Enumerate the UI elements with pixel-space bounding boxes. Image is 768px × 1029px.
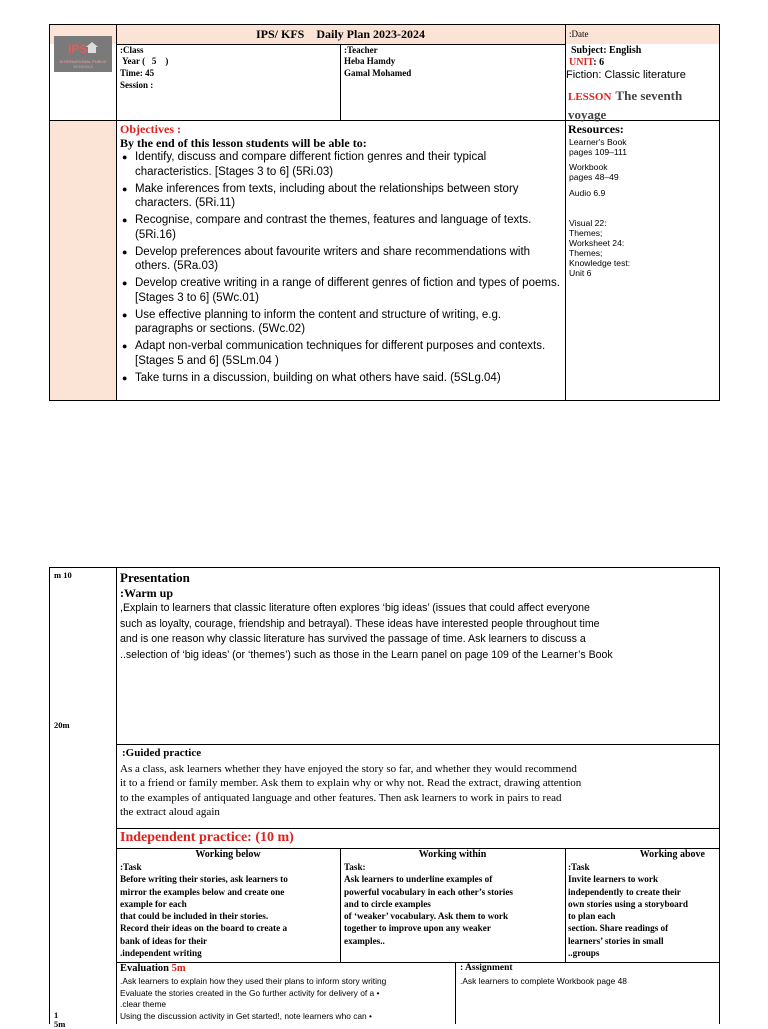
evaluation-line: Using the discussion activity in Get started!, note learners who can • [120, 1010, 372, 1021]
warmup-text [120, 601, 716, 663]
guided-line: As a class, ask learners whether they have enjoyed the story so far, and whether they would recommend [120, 763, 577, 775]
guided-line: it to a friend or family member. Ask them to explain why or why not. Read the extract, drawing attention [120, 777, 582, 790]
lesson-field [568, 87, 718, 123]
class-label: :Class [120, 45, 144, 55]
warmup-label: :Warm up [120, 586, 174, 600]
time-marker-3: 1 [54, 1010, 59, 1020]
resource-line [569, 208, 717, 218]
warmup-line: such as loyalty, courage, friendship and betrayal). These ideas have interested people throughout time [120, 617, 600, 630]
objectives-heading: Objectives : [120, 122, 181, 136]
guided-line: the extract aloud again [120, 805, 220, 818]
unit-value: : 6 [593, 57, 605, 68]
resource-line: Worksheet 24: [569, 238, 625, 248]
year-field: Year ( 5 ) [122, 56, 169, 66]
logo-emblem-icon [68, 39, 98, 57]
working-above-heading: Working above [639, 849, 705, 860]
working-below-line: bank of ideas for their [120, 935, 208, 946]
objective-item: ● Develop preferences about favourite writers and share recommendations with others. (5Ra.03) [135, 245, 561, 274]
working-below-line: mirror the examples below and create one [120, 886, 285, 897]
working-above-line: Invite learners to work [568, 874, 659, 885]
unit-field [569, 57, 604, 68]
evaluation-time: 5m [171, 963, 186, 974]
resource-line: pages 48–49 [569, 172, 619, 182]
time-marker-2: 20m [54, 720, 70, 730]
working-above-line: ..groups [568, 948, 600, 959]
guided-text [120, 762, 716, 819]
evaluation-line: .Ask learners to explain how they used their plans to inform story writing [120, 976, 387, 986]
working-below-line: example for each [120, 898, 187, 909]
assignment-label: : Assignment [460, 963, 513, 973]
resource-line: Unit 6 [569, 268, 592, 278]
warmup-line: ..selection of ‘big ideas’ (or ‘themes’) such as those in the Learn panel on page 109 of the Learner’s Book [120, 648, 613, 661]
working-below-line: Record their ideas on the board to create a [120, 923, 288, 934]
logo-caption: INTERNATIONAL PUBLIC SCHOOLS [59, 59, 107, 69]
warmup-line: ,Explain to learners that classic literature often explores ‘big ideas’ (issues that could affect everyone [120, 602, 590, 614]
resources-heading: Resources: [568, 122, 624, 136]
presentation-heading: Presentation [120, 570, 190, 585]
objective-item: ● Use effective planning to inform the content and structure of writing, e.g. paragraphs or sections. (5Wc.02) [135, 308, 561, 337]
working-above-line: section. Share readings of [568, 923, 669, 934]
school-logo [54, 36, 112, 72]
working-within-line: Ask learners to underline examples of [344, 874, 493, 885]
objectives-list-wrap [121, 150, 561, 388]
working-within-line: examples.. [344, 935, 385, 946]
time-field: Time: 45 [120, 68, 155, 78]
resource-line: Themes; [569, 228, 603, 238]
guided-line: to the examples of antiquated language and other features. Then ask learners to work in pairs to read [120, 791, 562, 804]
lesson-title: The seventh voyage [568, 88, 683, 122]
teacher-name-1: Heba Hamdy [344, 56, 396, 66]
resource-line: Audio 6.9 [569, 188, 606, 198]
working-below-line: :Task [120, 862, 142, 872]
evaluation-line: .clear theme [120, 999, 167, 1010]
working-below-line: that could be included in their stories. [120, 911, 269, 922]
working-within-line: Task: [344, 862, 366, 872]
evaluation-heading [120, 963, 186, 975]
time-marker-4: 5m [54, 1019, 66, 1029]
resource-line [569, 198, 717, 208]
working-within-line: of ‘weaker’ vocabulary. Ask them to work [344, 911, 509, 922]
teacher-name-2: Gamal Mohamed [344, 68, 412, 78]
left-peach-cell [49, 121, 116, 401]
working-within-line: and to circle examples [344, 898, 431, 909]
resource-line: Learner's Book [569, 137, 627, 147]
objectives-list [121, 150, 561, 385]
logo-text: IPS [68, 42, 88, 56]
resources-list [569, 137, 717, 278]
working-above-line: learners’ stories in small [568, 935, 664, 946]
working-below-line: .independent writing [120, 948, 202, 959]
session-field: Session : [120, 80, 154, 90]
objective-item: ● Develop creative writing in a range of different genres of fiction and types of poems. [Stages 3 to 6] (5Wc.01) [135, 276, 561, 305]
working-below-heading: Working below [195, 849, 261, 860]
resource-line: Visual 22: [569, 218, 607, 228]
guided-label: :Guided practice [122, 747, 202, 759]
lesson-label: LESSON [568, 91, 612, 103]
working-above-line: own stories using a storyboard [568, 898, 688, 909]
unit-label: UNIT [569, 57, 594, 68]
resource-line: pages 109–111 [569, 147, 627, 157]
working-above-line: :Task [568, 862, 590, 872]
time-marker-1: m 10 [54, 570, 72, 580]
objectives-intro: By the end of this lesson students will be able to: [120, 136, 367, 150]
page-title: IPS/ KFS Daily Plan 2023-2024 [255, 27, 425, 41]
teacher-label: :Teacher [344, 45, 378, 55]
working-within-text [344, 861, 562, 947]
working-within-line: powerful vocabulary in each other’s stories [344, 886, 514, 897]
working-above-line: independently to create their [568, 886, 681, 897]
evaluation-line: Evaluate the stories created in the Go further activity for delivery of a • [120, 987, 380, 998]
working-within-line: together to improve upon any weaker [344, 923, 491, 934]
warmup-line: and is one reason why classic literature has survived the passage of time. Ask learners to discuss a [120, 633, 586, 645]
subject-field: Subject: English [571, 45, 642, 56]
objective-item: ● Recognise, compare and contrast the themes, features and language of texts. (5Ri.16) [135, 213, 561, 242]
working-above-text [568, 861, 718, 959]
working-above-line: to plan each [568, 911, 616, 922]
evaluation-text [120, 976, 454, 1022]
fiction-field: Fiction: Classic literature [566, 69, 686, 81]
objective-item: ● Take turns in a discussion, building on what others have said. (5SLg.04) [135, 371, 561, 386]
resource-line: Themes; [569, 248, 603, 258]
objective-item: ● Adapt non-verbal communication techniques for different purposes and contexts. [Stages 5 and 6] (5SLm.04 ) [135, 339, 561, 368]
objective-item: ● Identify, discuss and compare different fiction genres and their typical characteristics. [Stages 3 to 6] (5Ri.03) [135, 150, 561, 179]
working-below-line: Before writing their stories, ask learners to [120, 874, 288, 885]
resource-line: Workbook [569, 162, 608, 172]
working-below-text [120, 861, 338, 959]
objective-item: ● Make inferences from texts, including about the relationships between story characters. (5Ri.11) [135, 182, 561, 211]
independent-heading: Independent practice: (10 m) [120, 830, 294, 845]
assignment-text: .Ask learners to complete Workbook page 48 [460, 976, 627, 986]
date-label: :Date [569, 29, 589, 39]
working-within-heading: Working within [418, 849, 487, 860]
resource-line: Knowledge test: [569, 258, 631, 268]
evaluation-label: Evaluation [120, 963, 170, 974]
